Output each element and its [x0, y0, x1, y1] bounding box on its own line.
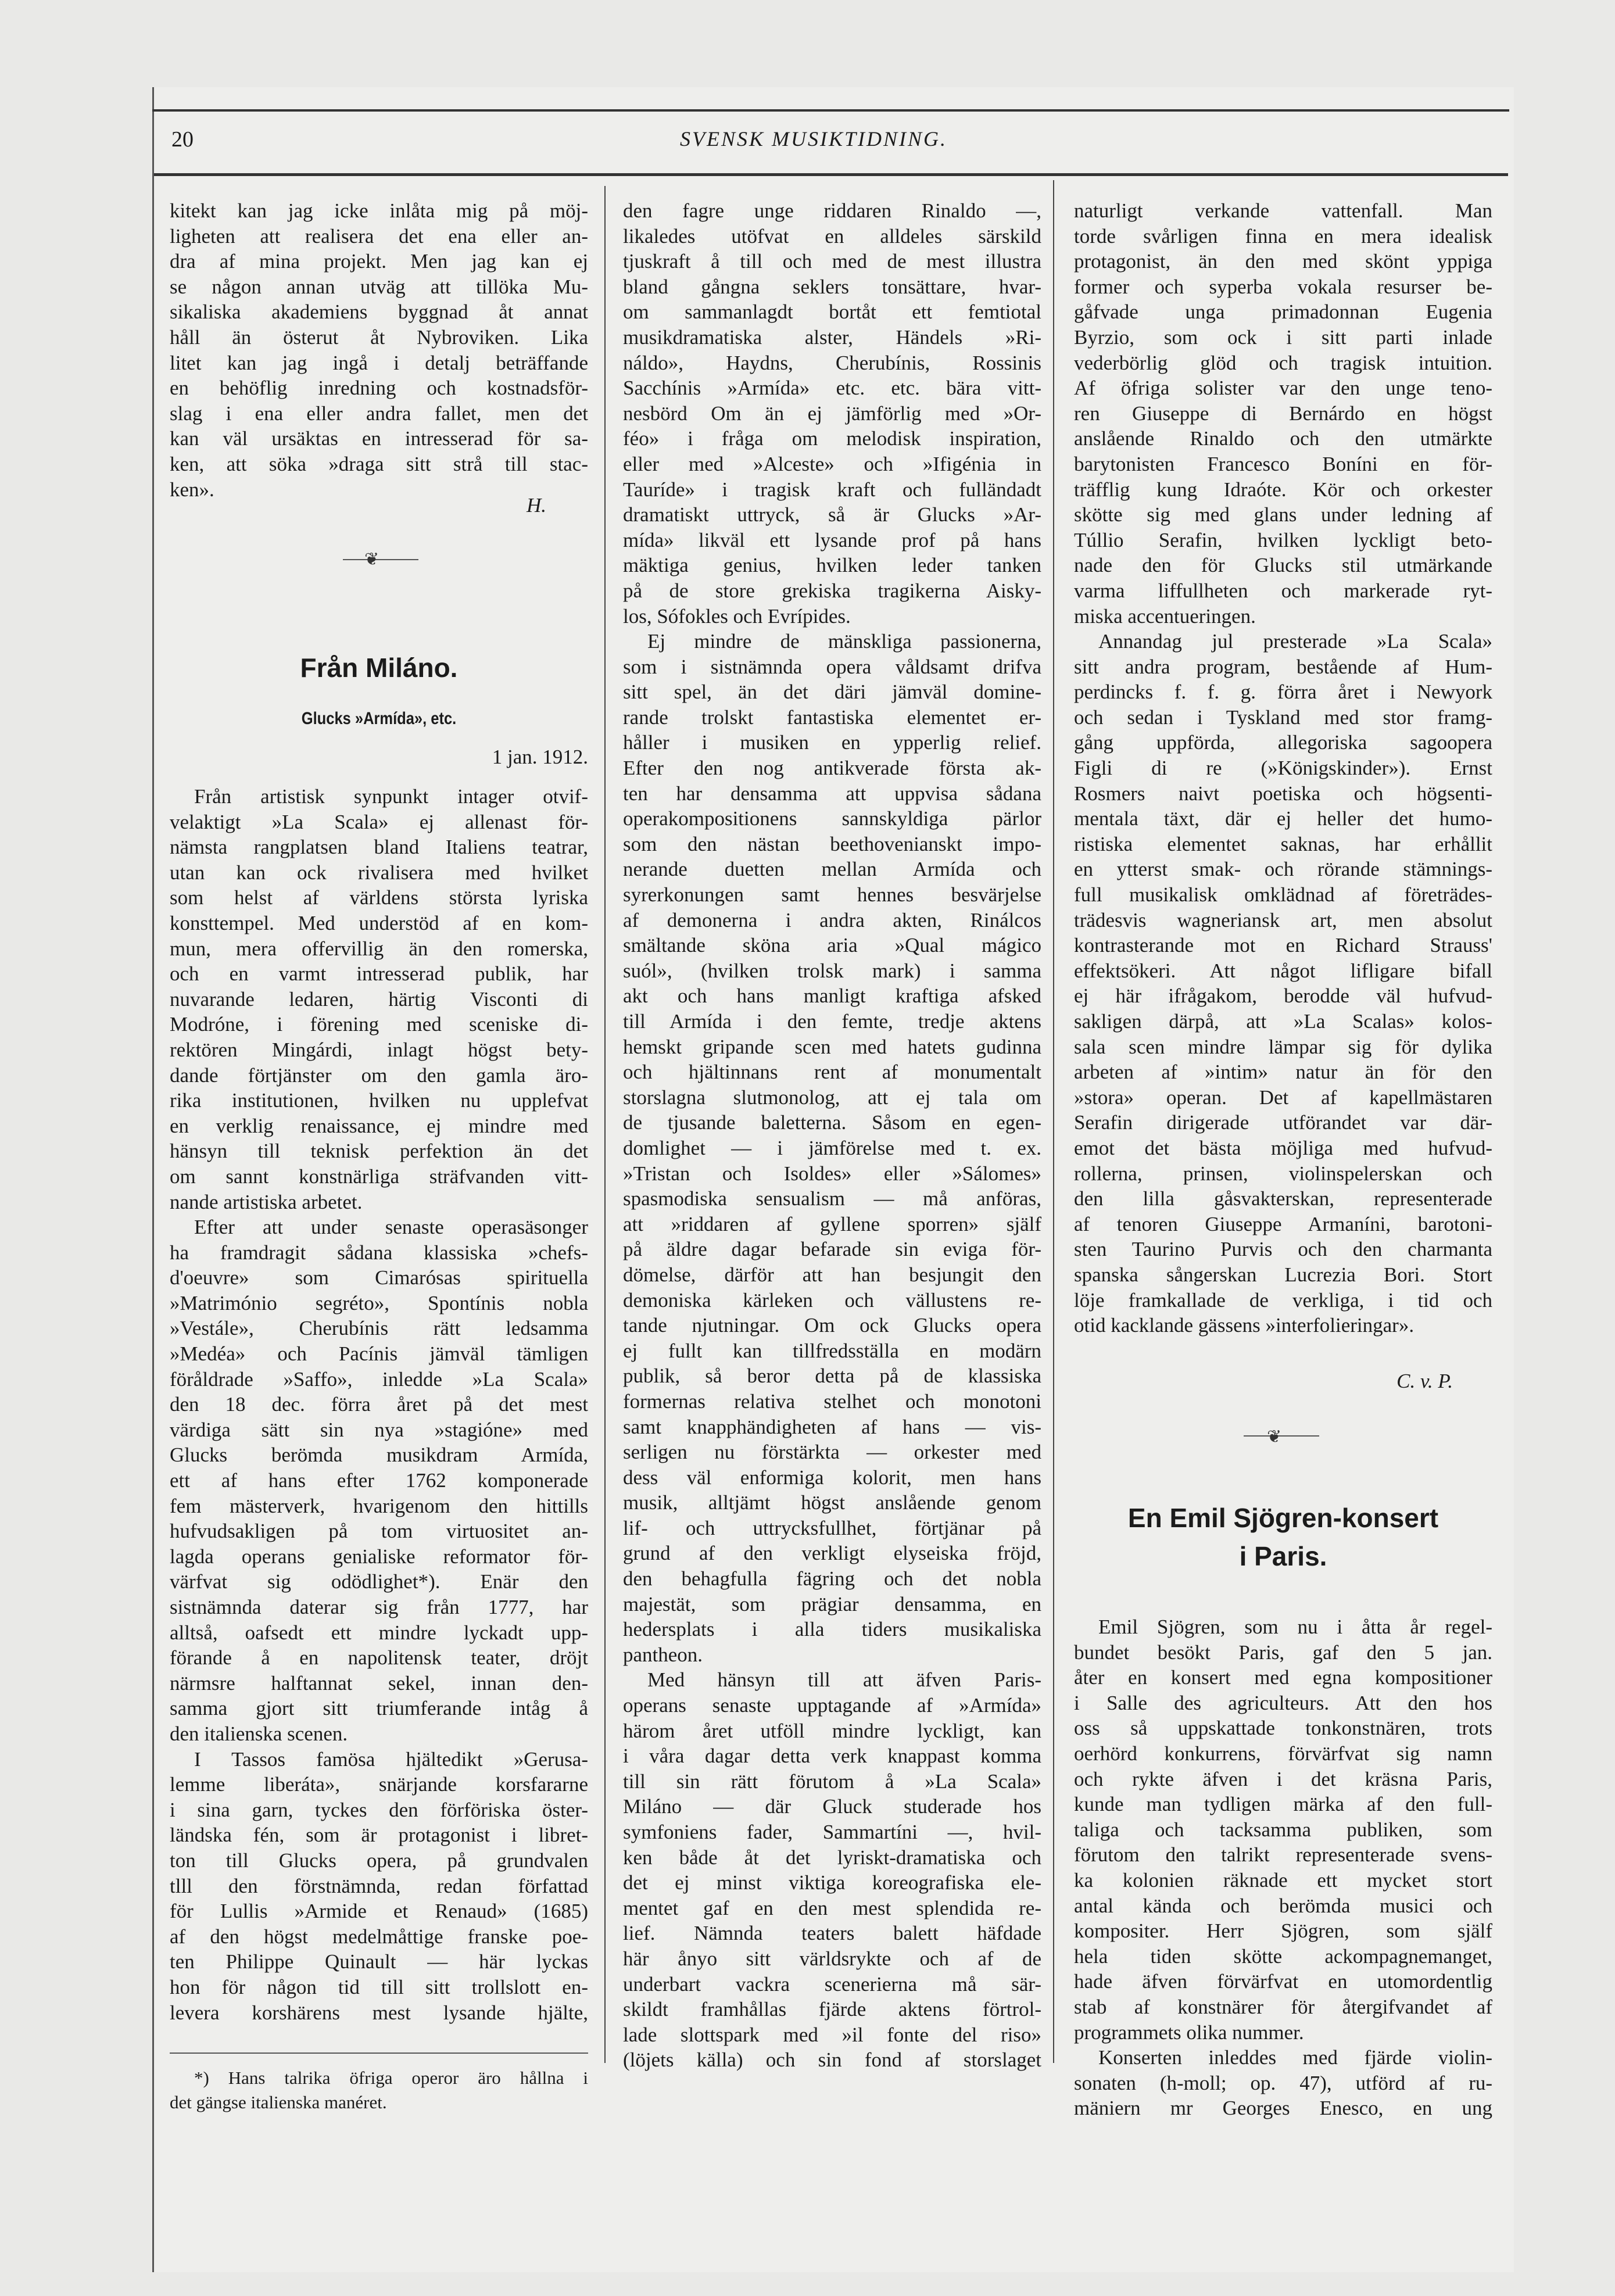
- text-line: effektsökeri. Att något lifligare bifall: [1074, 959, 1492, 982]
- text-line: till sin rätt förutom å »La Scala»: [623, 1770, 1041, 1793]
- text-line: trädesvis wagneriansk art, men absolut: [1074, 908, 1492, 932]
- text-line: den italienska scenen.: [170, 1722, 348, 1745]
- text-line: demoniska kärleken och vällustens re-: [623, 1288, 1041, 1312]
- text-line: sakligen därpå, att »La Scalas» kolos-: [1074, 1010, 1492, 1033]
- text-line: levera korshärens mest lysande hjälte,: [170, 2001, 588, 2024]
- text-line: åter en konsert med egna kompositioner: [1074, 1666, 1492, 1689]
- text-line: ka kolonien räknade ett mycket stort: [1074, 1868, 1492, 1892]
- text-line: Efter den nog antikverade första ak-: [623, 757, 1041, 780]
- text-line: lief. Nämnda teaters balett häfdade: [623, 1922, 1041, 1945]
- text-line: hela tiden skötte ackompagnemanget,: [1074, 1944, 1492, 1968]
- text-line: underbart vackra scenerierna må sär-: [623, 1972, 1041, 1996]
- text-line: gåfvade unga primadonnan Eugenia: [1074, 300, 1492, 324]
- text-line: Miláno — där Gluck studerade hos: [623, 1795, 1041, 1818]
- text-line: som helst af världens största lyriska: [170, 886, 588, 909]
- text-line: för Lullis »Armide et Renaud» (1685): [170, 1900, 588, 1923]
- text-line: dande förtjänster om den gamla äro-: [170, 1063, 588, 1087]
- text-line: I Tassos famösa hjältedikt »Gerusa-: [194, 1747, 588, 1771]
- text-line: och hjältinnans rent af monumentalt: [623, 1061, 1041, 1084]
- article-title: Från Miláno.: [300, 653, 458, 683]
- footnote-line: det gängse italienska manéret.: [170, 2092, 387, 2112]
- text-line: den behagfulla fägring och det nobla: [623, 1567, 1041, 1591]
- text-line: oss så uppskattade tonkonstnären, trots: [1074, 1717, 1492, 1740]
- text-line: alltså, oafsedt ett mindre lyckadt upp-: [170, 1621, 588, 1644]
- text-line: och rykte äfven i det kräsna Paris,: [1074, 1767, 1492, 1790]
- text-line: eller med »Alceste» och »Ifigénia in: [623, 452, 1041, 475]
- text-line: tjuskraft å till och med de mest illustra: [623, 250, 1041, 273]
- text-line: ken».: [170, 478, 214, 501]
- text-line: kan väl ursäktas en intresserad för sa-: [170, 427, 588, 450]
- text-line: antal kända och berömda musici och: [1074, 1894, 1492, 1917]
- text-line: fem mästerverk, hvarigenom den hittills: [170, 1494, 588, 1517]
- text-line: löje framkallade de verkliga, i tid och: [1074, 1288, 1492, 1312]
- text-line: tande njutningar. Om ock Glucks opera: [623, 1314, 1041, 1337]
- text-line: och en varmt intresserad publik, har: [170, 962, 588, 986]
- text-line: mída» likväl ett lysande prof på hans: [623, 528, 1041, 551]
- text-line: »Medéa» och Pacínis jämväl tämligen: [170, 1342, 588, 1366]
- text-line: sonaten (h-moll; op. 47), utförd af ru-: [1074, 2071, 1492, 2094]
- column-2: [623, 198, 1041, 2073]
- text-line: former och syperba vokala resurser be-: [1074, 275, 1492, 298]
- text-line: full musikalisk omklädnad af företrädes-: [1074, 883, 1492, 907]
- text-line: pantheon.: [623, 1643, 703, 1666]
- text-line: att »riddaren af gyllene sporren» själf: [623, 1212, 1041, 1235]
- text-line: storslagna slutmonolog, att ej tala om: [623, 1086, 1041, 1109]
- top-border-rule: [152, 109, 1509, 112]
- text-line: sala scen mindre lämpar sig för dylika: [1074, 1035, 1492, 1058]
- text-line: Modróne, i förening med sceniske di-: [170, 1013, 588, 1036]
- page-number: 20: [171, 127, 194, 152]
- text-line: hänsyn till teknisk perfektion än det: [170, 1140, 588, 1163]
- text-line: formernas relativa stelhet och monotoni: [623, 1389, 1041, 1413]
- text-line: perdincks f. f. g. förra året i Newyork: [1074, 680, 1492, 704]
- text-line: akt och hans manligt kraftiga afsked: [623, 984, 1041, 1008]
- text-line: operakompositionens sannskyldiga pärlor: [623, 807, 1041, 830]
- text-line: förutom den talrikt representerade svens-: [1074, 1843, 1492, 1867]
- text-line: ken både åt det lyriskt-dramatiska och: [623, 1846, 1041, 1869]
- text-line: publik, så beror detta på de klassiska: [623, 1364, 1041, 1388]
- text-line: sitt andra program, bestående af Hum-: [1074, 655, 1492, 678]
- text-line: på de store grekiska tragikerna Aisky-: [623, 579, 1041, 602]
- text-line: domlighet — i jämförelse med t. ex.: [623, 1136, 1041, 1159]
- text-line: mentala täxt, där ej heller det humo-: [1074, 807, 1492, 830]
- text-line: ten har densamma att uppvisa sådana: [623, 782, 1041, 805]
- header-rule: [154, 173, 1508, 176]
- text-line: om sannt konstnärliga sträfvanden vitt-: [170, 1165, 588, 1188]
- text-line: nade den för Glucks stil utmärkande: [1074, 554, 1492, 577]
- text-line: hemskt gripande scen med hatets gudinna: [623, 1035, 1041, 1058]
- text-line: taliga och tacksamma publiken, som: [1074, 1818, 1492, 1841]
- text-line: miska accentueringen.: [1074, 604, 1256, 628]
- text-line: en ytterst smak- och rörande stämnings-: [1074, 858, 1492, 881]
- text-line: grund af den verkligt elyseiska fröjd,: [623, 1542, 1041, 1565]
- text-line: träfflig kung Idraóte. Kör och orkester: [1074, 478, 1492, 501]
- text-line: rande trolskt fantastiska elementet er-: [623, 705, 1041, 729]
- text-line: skildt framhållas fjärde aktens förtrol-: [623, 1998, 1041, 2021]
- text-line: nerande duetten mellan Armída och: [623, 858, 1041, 881]
- text-line: ha framdragit sådana klassiska »chefs-: [170, 1241, 588, 1264]
- text-line: värfvat sig odödlighet*). Enär den: [170, 1570, 588, 1593]
- text-line: sten Taurino Purvis och den charmanta: [1074, 1238, 1492, 1261]
- text-line: i våra dagar detta verk knappast komma: [623, 1745, 1041, 1768]
- text-line: spanska sångerskan Lucrezia Bori. Stort: [1074, 1263, 1492, 1286]
- text-line: lemme liberáta», snärjande korsfararne: [170, 1773, 588, 1796]
- text-line: hufvudsakligen på tom virtuositet an-: [170, 1520, 588, 1543]
- text-line: mäniern mr Georges Enesco, en ung: [1074, 2097, 1492, 2120]
- text-line: arbeten af »intim» natur än för den: [1074, 1061, 1492, 1084]
- column-divider: [604, 186, 606, 2063]
- text-line: gång uppförda, allegoriska sagoopera: [1074, 731, 1492, 754]
- text-line: Emil Sjögren, som nu i åtta år regel-: [1098, 1616, 1492, 1638]
- text-line: på äldre dagar befarade sin eviga för-: [623, 1238, 1041, 1261]
- text-line: dramatiskt uttryck, så är Glucks »Ar-: [623, 503, 1041, 526]
- text-line: d'oeuvre» som Cimarósas spirituella: [170, 1266, 588, 1290]
- text-line: lade slottspark med »il fonte del riso»: [623, 2023, 1041, 2046]
- text-line: nämsta rangplatsen bland Italiens teatrar,: [170, 836, 588, 859]
- text-line: till Armída i den femte, tredje aktens: [623, 1010, 1041, 1033]
- text-line: ländska fén, som är protagonist i libret-: [170, 1824, 588, 1847]
- text-line: Rosmers naivt poetiska och högsenti-: [1074, 782, 1492, 805]
- article-title: En Emil Sjögren-konsert: [1127, 1503, 1439, 1533]
- text-line: serligen nu förstärkta — orkester med: [623, 1441, 1041, 1464]
- text-line: (löjets källa) och sin fond af storslaget: [623, 2048, 1041, 2072]
- text-line: Tauríde» i tragisk kraft och fulländadt: [623, 478, 1041, 501]
- text-line: om sammanlagdt bortåt ett femtiotal: [623, 300, 1041, 324]
- text-line: otid kacklande gässens »interfolieringar».: [1074, 1314, 1415, 1337]
- footnote-line: *) Hans talrika öfriga operor äro hållna i: [194, 2068, 588, 2088]
- text-line: kunde man tydligen märka af den full-: [1074, 1793, 1492, 1816]
- text-line: en verklig renaissance, ej mindre med: [170, 1114, 588, 1137]
- text-line: af den högst medelmåttige franske poe-: [170, 1925, 588, 1948]
- text-line: operans senaste upptagande af »Armída»: [623, 1694, 1041, 1717]
- text-line: Med hänsyn till att äfven Paris-: [647, 1668, 1041, 1692]
- text-line: Serafin dirigerade utförandet var där-: [1074, 1111, 1492, 1134]
- text-line: som i sistnämnda opera våldsamt drifva: [623, 655, 1041, 678]
- text-line: kompositer. Herr Sjögren, som själf: [1074, 1919, 1492, 1943]
- text-line: i sina garn, tyckes den förföriska öster-: [170, 1798, 588, 1821]
- column-1-body: [170, 784, 588, 2025]
- text-line: nande artistiska arbetet.: [170, 1190, 363, 1213]
- text-line: anslående Rinaldo och den utmärkte: [1074, 427, 1492, 450]
- text-line: náldo», Haydns, Cherubínis, Rossinis: [623, 351, 1041, 374]
- text-line: de tjusande baletterna. Såsom en egen-: [623, 1111, 1041, 1134]
- text-line: »Tristan och Isoldes» eller »Sálomes»: [623, 1162, 1041, 1185]
- text-line: »Vestále», Cherubínis rätt ledsamma: [170, 1317, 588, 1340]
- text-line: af demonerna i andra akten, Rinálcos: [623, 908, 1041, 932]
- column-3-intro: [1074, 198, 1492, 1338]
- text-line: förande å en napolitensk teater, dröjt: [170, 1646, 588, 1670]
- text-line: naturligt verkande vattenfall. Man: [1074, 199, 1492, 222]
- text-line: den 18 dec. förra året på det mest: [170, 1393, 588, 1416]
- text-line: och sedan i Tyskland med stor framg-: [1074, 705, 1492, 729]
- text-line: Glucks berömda musikdram Armída,: [170, 1443, 588, 1467]
- text-line: programmets olika nummer.: [1074, 2021, 1304, 2044]
- text-line: håller i musiken en ypperlig relief.: [623, 731, 1041, 754]
- text-line: ej här ifrågakom, berodde väl hufvud-: [1074, 984, 1492, 1008]
- text-line: spasmodiska sensualism — må anföras,: [623, 1187, 1041, 1210]
- text-line: härom året utföll mindre lyckligt, kan: [623, 1719, 1041, 1742]
- text-line: mäktiga genius, hvilken leder tanken: [623, 554, 1041, 577]
- text-line: vederbörlig glöd och tragisk intuition.: [1074, 351, 1492, 374]
- text-line: lif- och uttrycksfullhet, förtjänar på: [623, 1516, 1041, 1539]
- text-line: nuvarande ledaren, härtig Visconti di: [170, 987, 588, 1011]
- text-line: stab af konstnärer för återgifvandet af: [1074, 1995, 1492, 2018]
- text-line: utan kan ock rivalisera med hvilket: [170, 861, 588, 884]
- text-line: här ånyo sitt världsrykte och af de: [623, 1947, 1041, 1970]
- article-title-line2: i Paris.: [1239, 1541, 1327, 1571]
- text-line: ton till Glucks opera, på grundvalen: [170, 1849, 588, 1872]
- text-line: tlll den förstnämnda, redan författad: [170, 1874, 588, 1897]
- footnote: [170, 2066, 588, 2115]
- text-line: velaktigt »La Scala» ej allenast för-: [170, 810, 588, 833]
- text-line: konsttempel. Med understöd af en kom-: [170, 911, 588, 934]
- text-line: syrerkonungen samt hennes besvärjelse: [623, 883, 1041, 907]
- separator-ornament: [343, 559, 418, 560]
- text-line: ett af hans efter 1762 komponerade: [170, 1469, 588, 1492]
- running-title: SVENSK MUSIKTIDNING.: [679, 127, 947, 151]
- text-line: torde svårligen finna en mera idealisk: [1074, 224, 1492, 248]
- text-line: féo» i fråga om melodisk inspiration,: [623, 427, 1041, 450]
- text-line: smältande sköna aria »Qual mágico: [623, 934, 1041, 957]
- text-line: af tenoren Giuseppe Armaníni, barotoni-: [1074, 1212, 1492, 1235]
- column-1-intro: [170, 198, 588, 502]
- text-line: kontrasterande mot en Richard Strauss': [1074, 934, 1492, 957]
- text-line: sistnämnda daterar sig från 1777, har: [170, 1596, 588, 1618]
- text-line: suól», (hvilken trolsk mark) i samma: [623, 959, 1041, 982]
- text-line: los, Sófokles och Evrípides.: [623, 604, 851, 628]
- text-line: Ej mindre de mänskliga passionerna,: [647, 630, 1041, 653]
- text-line: samt knapphändigheten af hans — vis-: [623, 1415, 1041, 1438]
- text-line: Från artistisk synpunkt intager otvif-: [194, 785, 588, 808]
- text-line: ten Philippe Quinault — här lyckas: [170, 1950, 588, 1973]
- text-line: rektören Mingárdi, inlagt högst bety-: [170, 1038, 588, 1061]
- article-subtitle: Glucks »Armída», etc.: [301, 709, 457, 728]
- text-line: den lilla gåsvakterskan, representerade: [1074, 1187, 1492, 1210]
- text-line: dess väl enformiga kolorit, men hans: [623, 1466, 1041, 1489]
- text-line: symfoniens fader, Sammartíni —, hvil-: [623, 1821, 1041, 1843]
- text-line: musikdramatiska alster, Händels »Ri-: [623, 325, 1041, 349]
- text-line: mentet gaf en den mest splendida re-: [623, 1896, 1041, 1919]
- text-line: rollerna, prinsen, violinspelerskan och: [1074, 1162, 1492, 1185]
- article-date: 1 jan. 1912.: [492, 746, 588, 768]
- text-line: skötte sig med glans under ledning af: [1074, 503, 1492, 526]
- text-line: lagda operans genialiske reformator för-: [170, 1545, 588, 1568]
- text-line: ristiska elementet saknas, har erhållit: [1074, 832, 1492, 855]
- text-line: Sacchínis »Armída» etc. etc. bära vitt-: [623, 377, 1041, 400]
- column-divider: [1053, 180, 1054, 2063]
- text-line: litet kan jag ingå i detalj beträffande: [170, 351, 588, 374]
- text-line: »stora» operan. Det af kapellmästaren: [1074, 1086, 1492, 1109]
- signature: H.: [526, 494, 546, 517]
- text-line: Efter att under senaste operasäsonger: [194, 1216, 588, 1239]
- text-line: ken, att söka »draga sitt strå till stac-: [170, 452, 588, 475]
- text-line: bland gångna seklers tonsättare, hvar-: [623, 275, 1041, 298]
- text-line: se någon annan utväg att tillöka Mu-: [170, 275, 588, 298]
- text-line: sitt spel, än det däri jämväl domine-: [623, 680, 1041, 704]
- text-line: värdiga sätt sin nya »stagióne» med: [170, 1418, 588, 1441]
- ornament-icon: ❦: [1267, 1427, 1282, 1446]
- text-line: i Salle des agriculteurs. Att den hos: [1074, 1691, 1492, 1714]
- text-line: Annandag jul presterade »La Scala»: [1098, 630, 1492, 653]
- text-line: ligheten att realisera det ena eller an-: [170, 224, 588, 248]
- text-line: nesbörd Om än ej jämförlig med »Or-: [623, 402, 1041, 425]
- text-line: emot det bästa möjliga med hufvud-: [1074, 1136, 1492, 1159]
- text-line: som den nästan beethovenianskt impo-: [623, 832, 1041, 855]
- text-line: mun, mera offervillig än den romerska,: [170, 937, 588, 960]
- text-line: håll än österut åt Nybroviken. Lika: [170, 325, 588, 349]
- text-line: slag i ena eller andra fallet, men det: [170, 402, 588, 425]
- signature: C. v. P.: [1396, 1370, 1453, 1392]
- text-line: Túllio Serafin, hvilken lyckligt beto-: [1074, 528, 1492, 551]
- text-line: hon för någon tid till sitt trollslott en-: [170, 1975, 588, 1998]
- text-line: rika institutionen, hvilken nu upplefvat: [170, 1089, 588, 1112]
- text-line: en behöflig inredning och kostnadsför-: [170, 377, 588, 400]
- text-line: varma liffullheten och markerade ryt-: [1074, 579, 1492, 602]
- text-line: oerhörd konkurrens, förvärfvat sig namn: [1074, 1742, 1492, 1765]
- text-line: kitekt kan jag icke inlåta mig på möj-: [170, 199, 588, 222]
- column-3-body: [1074, 1614, 1492, 2121]
- text-line: det ej minst viktiga koreografiska ele-: [623, 1871, 1041, 1894]
- text-line: Byrzio, som ock i sitt parti inlade: [1074, 325, 1492, 349]
- text-line: samma gjort sitt triumferande intåg å: [170, 1697, 588, 1720]
- text-line: protagonist, än den med skönt yppiga: [1074, 250, 1492, 273]
- text-line: ej fullt kan tillfredsställa en modärn: [623, 1339, 1041, 1362]
- text-line: majestät, som prägiar densamma, en: [623, 1592, 1041, 1616]
- text-line: musik, alltjämt högst anslående genom: [623, 1491, 1041, 1514]
- text-line: Figli di re (»Königskinder»). Ernst: [1074, 757, 1492, 780]
- text-line: Konserten inleddes med fjärde violin-: [1098, 2046, 1492, 2069]
- text-line: dömelse, därför att han besjungit den: [623, 1263, 1041, 1286]
- text-line: hedersplats i alla tiders musikaliska: [623, 1618, 1041, 1641]
- text-line: föråldrade »Saffo», inledde »La Scala»: [170, 1367, 588, 1391]
- text-line: dra af mina projekt. Men jag kan ej: [170, 250, 588, 273]
- text-line: den fagre unge riddaren Rinaldo —,: [623, 199, 1041, 222]
- text-line: ren Giuseppe di Bernárdo en högst: [1074, 402, 1492, 425]
- text-line: hade äfven förvärfvat en utomordentlig: [1074, 1970, 1492, 1993]
- text-line: bundet besökt Paris, gaf den 5 jan.: [1074, 1640, 1492, 1664]
- text-line: likaledes utöfvat en alldeles särskild: [623, 224, 1041, 248]
- footnote-rule: [170, 2053, 588, 2054]
- ornament-icon: ❦: [364, 550, 379, 569]
- text-line: sikaliska akademiens byggnad åt annat: [170, 300, 588, 324]
- text-line: närmsre halftannat sekel, innan den-: [170, 1671, 588, 1695]
- text-line: »Matrimónio segréto», Spontínis nobla: [170, 1291, 588, 1314]
- text-line: Af öfriga solister var den unge teno-: [1074, 377, 1492, 400]
- text-line: barytonisten Francesco Boníni en för-: [1074, 452, 1492, 475]
